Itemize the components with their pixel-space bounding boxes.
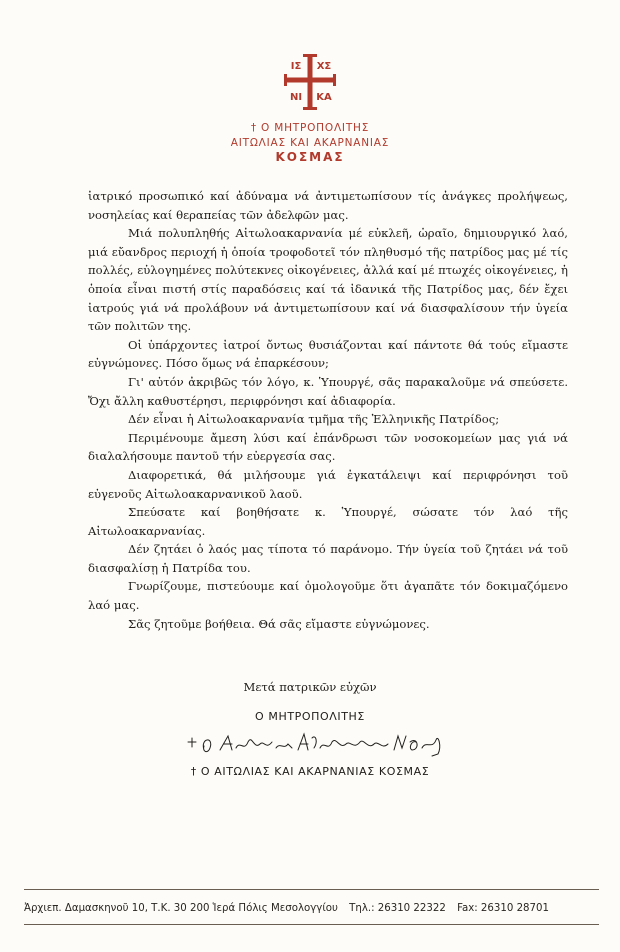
footer-fax: Fax: 26310 28701 [457, 903, 549, 914]
footer-phone: Τηλ.: 26310 22322 [349, 903, 446, 914]
crest-letters-br: ΚΑ [316, 92, 332, 103]
paragraph: ἰατρικό προσωπικό καί ἀδύναμα νά ἀντιμετωπίσουν τίς ἀνάγκες προλήψεως, νοσηλείας καί θεραπείας τῶν ἀδελφῶν μας. [88, 189, 568, 222]
paragraph: Δέν εἶναι ἡ Αἰτωλοακαρνανία τμῆμα τῆς Ἑλληνικῆς Πατρίδος; [128, 412, 500, 427]
crest-letters-tr: ΧΣ [316, 61, 332, 72]
crest-cross-icon [283, 53, 337, 111]
crest-letters-tl: ΙΣ [290, 61, 302, 72]
header-line-3: ΚΟΣΜΑΣ [275, 150, 345, 164]
handwritten-signature [180, 728, 450, 762]
paragraph: Γνωρίζουμε, πιστεύουμε καί ὁμολογοῦμε ὅτι ἀγαπᾶτε τόν δοκιμαζόμενο λαό μας. [88, 579, 568, 613]
footer-divider-top [24, 889, 599, 890]
paragraph: Περιμένουμε ἄμεση λύσι καί ἐπάνδρωσι τῶν νοσοκομείων μας γιά νά διαλαλήσουμε παντοῦ τήν εὐεργεσία σας. [88, 430, 568, 464]
closing-greeting: Μετά πατρικῶν εὐχῶν [243, 680, 377, 694]
footer [24, 903, 599, 914]
paragraph: Δέν ζητάει ὁ λαός μας τίποτα τό παράνομο. Τήν ὑγεία τοῦ ζητάει νά τοῦ διασφαλίσῃ ἡ Πατρίδα του. [88, 542, 568, 575]
paragraph: Μιά πολυπληθής Αἰτωλοακαρνανία μέ εὐκλεῆ, ὡραῖο, δημιουργικό λαό, μιά εὔανδρος περιοχή ἡ ὁποία τροφοδοτεῖ τόν πληθυσμό τῆς πατρίδος μας μέ τίς πολλές, εὐλογημένες πολύτεκνες οἰκογένειες, ἀλλά καί μέ πτωχές οἰκογένειες, ἡ ὁποία εἶναι πιστή στίς παραδόσεις καί τά ἰδανικά τῆς Πατρίδος μας, δέν ἔχει ἰατρούς γιά νά προλάβουν νά ἀντιμετωπίσουν καί νά διασφαλίσουν τήν ὑγεία τῶν πολιτῶν της. [88, 226, 568, 334]
footer-divider-bottom [24, 924, 599, 925]
crest-letters-bl: ΝΙ [289, 92, 303, 103]
signatory-title-top: Ο ΜΗΤΡΟΠΟΛΙΤΗΣ [255, 710, 365, 723]
signatory-title-bottom: † Ο ΑΙΤΩΛΙΑΣ ΚΑΙ ΑΚΑΡΝΑΝΙΑΣ ΚΟΣΜΑΣ [190, 765, 430, 778]
paragraph: Σᾶς ζητοῦμε βοήθεια. Θά σᾶς εἴμαστε εὐγνώμονες. [128, 616, 430, 631]
paragraph: Σπεύσατε καί βοηθήσατε κ. Ὑπουργέ, σώσατε τόν λαό τῆς Αἰτωλοακαρνανίας. [88, 505, 568, 538]
paragraph: Γι' αὐτόν ἀκριβῶς τόν λόγο, κ. Ὑπουργέ, σᾶς παρακαλοῦμε νά σπεύσετε. Ὄχι ἄλλη καθυστέρησι, περιφρόνησι καί ἀδιαφορία. [88, 374, 568, 408]
footer-address: Ἀρχιεπ. Δαμασκηνοῦ 10, Τ.Κ. 30 200 Ἱερά Πόλις Μεσολογγίου [24, 903, 338, 914]
header-line-2: ΑΙΤΩΛΙΑΣ ΚΑΙ ΑΚΑΡΝΑΝΙΑΣ [230, 137, 390, 149]
letter-body [88, 187, 568, 633]
paragraph: Διαφορετικά, θά μιλήσουμε γιά ἐγκατάλειψι καί περιφρόνησι τοῦ εὐγενοῦς Αἰτωλοακαρνανικοῦ λαοῦ. [88, 467, 568, 501]
header-line-1: † Ο ΜΗΤΡΟΠΟΛΙΤΗΣ [250, 122, 370, 134]
paragraph: Οἱ ὑπάρχοντες ἰατροί ὄντως θυσιάζονται καί πάντοτε θά τούς εἴμαστε εὐγνώμονες. Πόσο ὅμως νά ἐπαρκέσουν; [88, 337, 568, 371]
